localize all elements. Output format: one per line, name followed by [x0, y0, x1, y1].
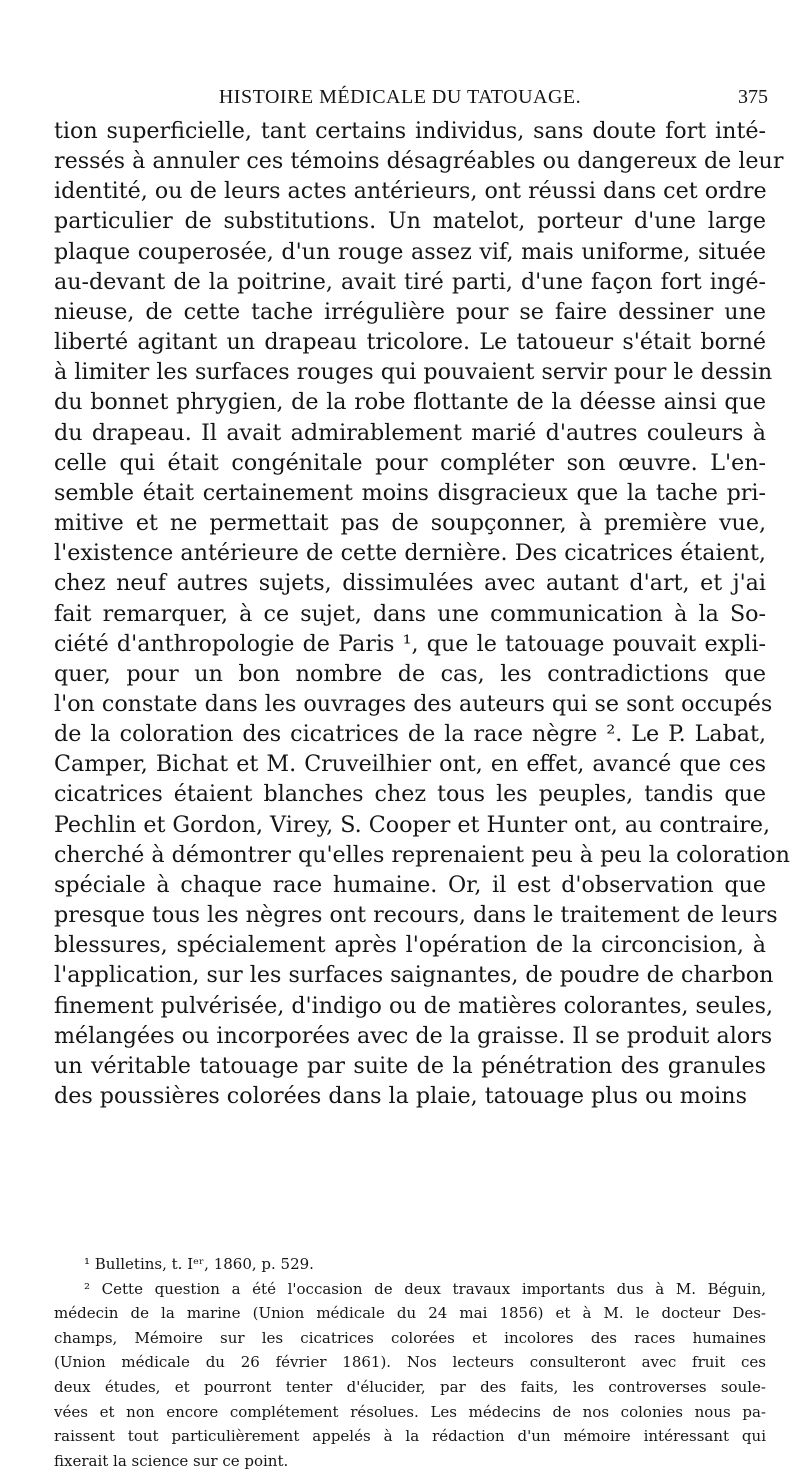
text-line: Pechlin et Gordon, Virey, S. Cooper et Hunter ont, au contraire, — [54, 811, 771, 838]
text-line: l'application, sur les surfaces saignantes, de poudre de charbon — [54, 962, 774, 989]
text-line: spéciale à chaque race humaine. Or, il est d'observation que — [54, 871, 766, 898]
text-line: celle qui était congénitale pour compléter son œuvre. L'en- — [54, 449, 766, 476]
text-line: l'on constate dans les ouvrages des auteurs qui se sont occupés — [54, 690, 773, 717]
text-line: un véritable tatouage par suite de la pénétration des granules — [54, 1052, 766, 1079]
text-line: ressés à annuler ces témoins désagréables ou dangereux de leur — [54, 148, 784, 175]
footnote-line: raissent tout particulièrement appelés à la rédaction d'un mémoire intéressant qui — [54, 1427, 766, 1446]
running-header — [0, 86, 800, 114]
text-line: liberté agitant un drapeau tricolore. Le tatoueur s'était borné — [54, 329, 766, 356]
text-line: de la coloration des cicatrices de la race nègre ². Le P. Labat, — [54, 721, 766, 748]
footnote-2: ² Cette question a été l'occasion de deux travaux importants dus à M. Béguin, — [84, 1279, 766, 1298]
page-number: 375 — [738, 86, 768, 108]
footnote-line: médecin de la marine (Union médicale du 24 mai 1856) et à M. le docteur Des- — [54, 1304, 766, 1323]
text-line: nieuse, de cette tache irrégulière pour se faire dessiner une — [54, 298, 766, 325]
text-line: plaque couperosée, d'un rouge assez vif, mais uniforme, située — [54, 238, 766, 265]
running-title: HISTOIRE MÉDICALE DU TATOUAGE. — [218, 86, 582, 108]
text-line: cicatrices étaient blanches chez tous les peuples, tandis que — [54, 781, 766, 808]
text-line: finement pulvérisée, d'indigo ou de matières colorantes, seules, — [54, 992, 774, 1019]
text-line: semble était certainement moins disgracieux que la tache pri- — [54, 479, 766, 506]
footnote-line: (Union médicale du 26 février 1861). Nos lecteurs consulteront avec fruit ces — [54, 1353, 766, 1372]
footnote-line: vées et non encore complétement résolues. Les médecins de nos colonies nous pa- — [54, 1402, 766, 1421]
text-line: du drapeau. Il avait admirablement marié d'autres couleurs à — [54, 419, 766, 446]
text-line: chez neuf autres sujets, dissimulées avec autant d'art, et j'ai — [54, 570, 766, 597]
text-line: blessures, spécialement après l'opération de la circoncision, à — [54, 932, 766, 959]
text-line: l'existence antérieure de cette dernière. Des cicatrices étaient, — [54, 540, 766, 567]
text-line: presque tous les nègres ont recours, dans le traitement de leurs — [54, 902, 778, 929]
footnote-line: fixerait la science sur ce point. — [54, 1451, 289, 1470]
text-line: ciété d'anthropologie de Paris ¹, que le tatouage pouvait expli- — [54, 630, 766, 657]
footnotes — [54, 1252, 766, 1473]
text-line: à limiter les surfaces rouges qui pouvaient servir pour le dessin — [54, 359, 773, 386]
text-line: fait remarquer, à ce sujet, dans une communication à la So- — [54, 600, 766, 627]
text-line: des poussières colorées dans la plaie, tatouage plus ou moins — [54, 1083, 747, 1109]
text-line: mitive et ne permettait pas de soupçonner, à première vue, — [54, 510, 766, 537]
text-line: identité, ou de leurs actes antérieurs, ont réussi dans cet ordre — [54, 178, 767, 205]
text-line: cherché à démontrer qu'elles reprenaient peu à peu la coloration — [54, 841, 790, 868]
text-line: du bonnet phrygien, de la robe flottante de la déesse ainsi que — [54, 389, 766, 416]
footnote-line: champs, Mémoire sur les cicatrices colorées et incolores des races humaines — [54, 1328, 766, 1347]
text-line: mélangées ou incorporées avec de la graisse. Il se produit alors — [54, 1022, 773, 1049]
main-paragraph — [54, 116, 790, 1111]
text-line: au-devant de la poitrine, avait tiré parti, d'une façon fort ingé- — [54, 268, 766, 295]
text-line: tion superficielle, tant certains individus, sans doute fort inté- — [54, 118, 766, 144]
text-line: particulier de substitutions. Un matelot, porteur d'une large — [54, 208, 766, 235]
text-line: Camper, Bichat et M. Cruveilhier ont, en effet, avancé que ces — [54, 751, 766, 778]
footnote-line: deux études, et pourront tenter d'élucider, par des faits, les controverses soule- — [54, 1377, 766, 1396]
footnote-1: ¹ Bulletins, t. Iᵉʳ, 1860, p. 529. — [84, 1255, 314, 1273]
text-line: quer, pour un bon nombre de cas, les contradictions que — [54, 660, 766, 687]
